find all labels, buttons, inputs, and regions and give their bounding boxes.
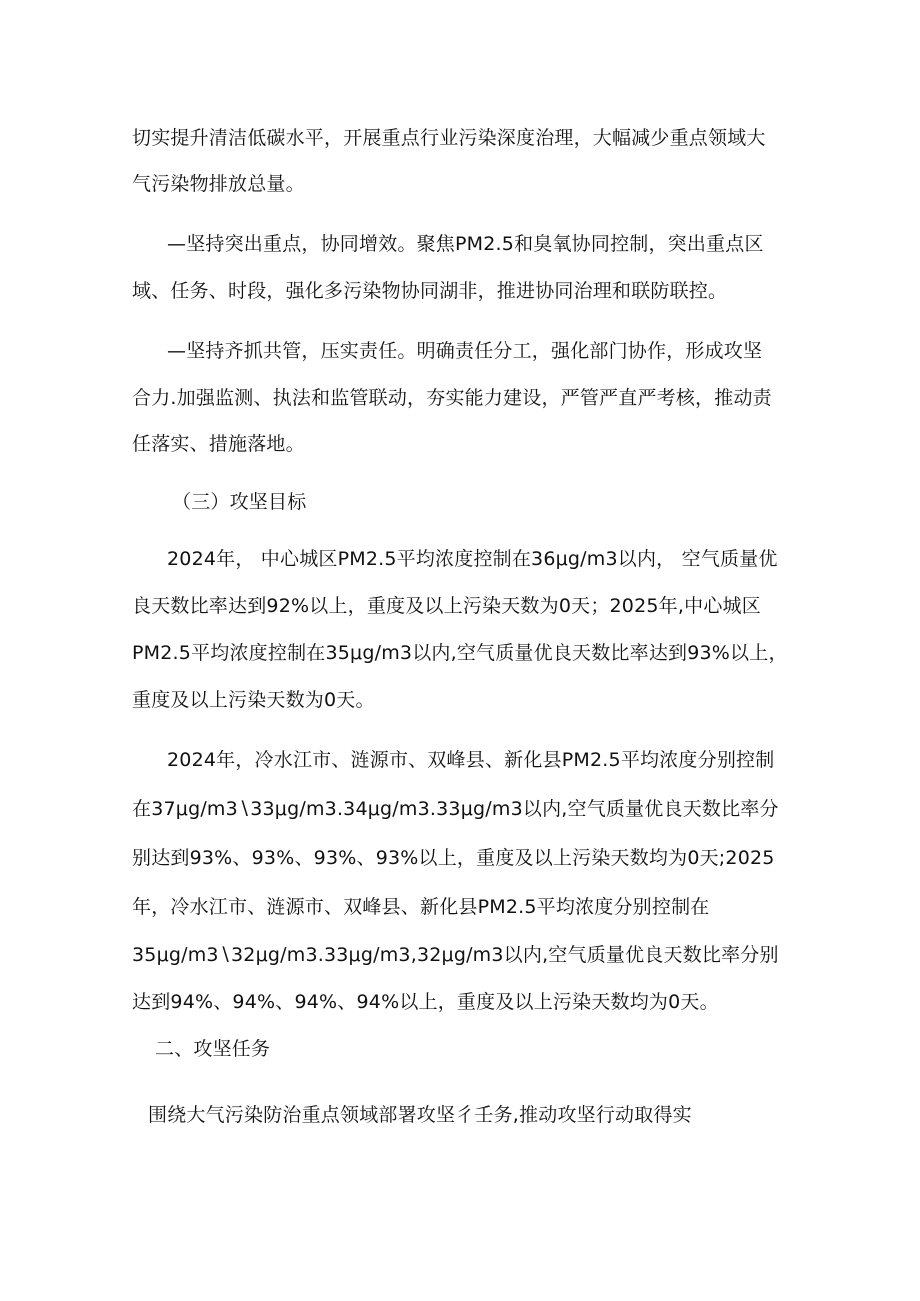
- text-line: 2024年， 中心城区PM2.5平均浓度控制在36μg∕m3以内， 空气质量优: [167, 548, 778, 570]
- text-line: 围绕大气污染防治重点领域部署攻坚彳壬务,推动攻坚行动取得实: [148, 1104, 692, 1126]
- text-line: 2024年，冷水江市、涟源市、双峰县、新化县PM2.5平均浓度分别控制: [167, 749, 775, 771]
- text-line: 年，冷水江市、涟源市、双峰县、新化县PM2.5平均浓度分别控制在: [132, 896, 710, 918]
- bullet-line: —坚持突出重点，协同增效。聚焦PM2.5和臭氧协同控制，突出重点区: [167, 233, 764, 255]
- text-line: 在37μg∕m3∖33μg∕m3.34μg∕m3.33μg∕m3以内,空气质量优良天数比率分: [132, 798, 779, 820]
- text-line: 别达到93%、93%、93%、93%以上，重度及以上污染天数均为0天;2025: [132, 847, 775, 869]
- text-line: 良天数比率达到92%以上，重度及以上污染天数为0天；2025年,中心城区: [132, 595, 761, 617]
- text-line: 域、任务、时段，强化多污染物协同湖非，推进协同治理和联防联控。: [132, 280, 728, 302]
- section-heading: （三）攻坚目标: [172, 491, 307, 513]
- text-line: 气污染物排放总量。: [132, 173, 305, 195]
- text-line: 任落实、措施落地。: [132, 433, 305, 455]
- bullet-line: —坚持齐抓共管，压实责任。明确责任分工，强化部门协作，形成攻坚: [167, 340, 763, 362]
- text-line: 合力.加强监测、执法和监管联动，夯实能力建设，严管严直严考核，推动责: [132, 387, 772, 409]
- text-line: 达到94%、94%、94%、94%以上，重度及以上污染天数均为0天。: [132, 991, 719, 1013]
- text-line: 切实提升清洁低碳水平，开展重点行业污染深度治理，大幅减少重点领域大: [132, 127, 766, 149]
- chapter-heading: 二、攻坚任务: [155, 1038, 271, 1060]
- text-line: 35μg∕m3∖32μg∕m3.33μg∕m3,32μg∕m3以内,空气质量优良天数比率分别: [132, 944, 779, 966]
- text-line: 重度及以上污染天数为0天。: [132, 689, 375, 711]
- text-line: PM2.5平均浓度控制在35μg∕m3以内,空气质量优良天数比率达到93%以上，: [132, 642, 788, 664]
